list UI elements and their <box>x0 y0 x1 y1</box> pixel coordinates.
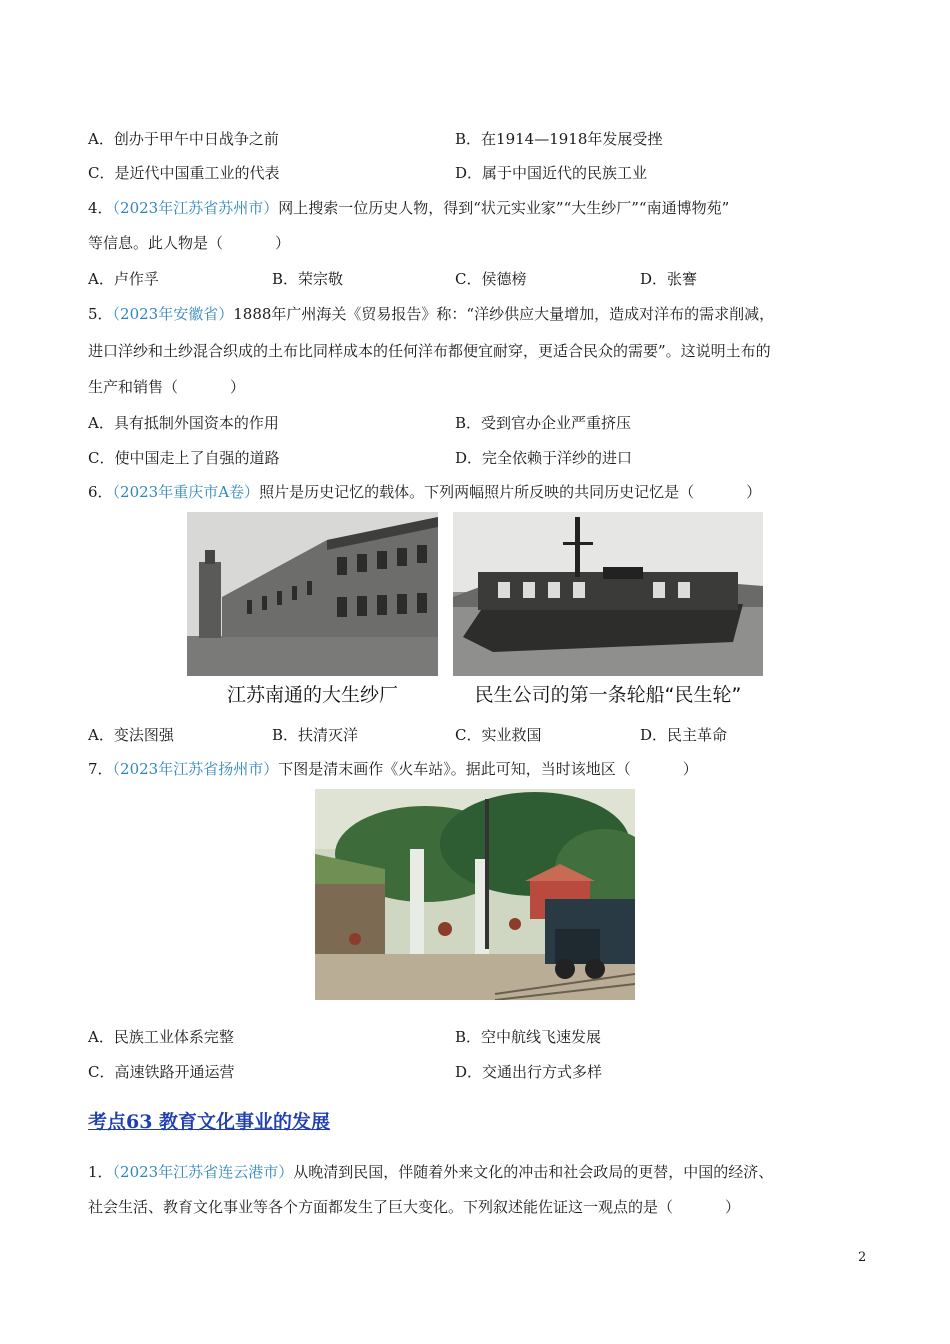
q5-number: 5． <box>88 305 113 323</box>
q3-option-c: C．是近代中国重工业的代表 <box>88 164 280 182</box>
factory-photo-image <box>187 512 438 676</box>
q5-option-b: B．受到官办企业严重挤压 <box>455 414 632 432</box>
q6-option-a: A．变法图强 <box>88 726 174 744</box>
q3-option-a: A．创办于甲午中日战争之前 <box>88 130 279 148</box>
q5-line-2: 进口洋纱和土纱混合织成的土布比同样成本的任何洋布都便宜耐穿，更适合民众的需要”。这说明土布的 <box>88 342 771 360</box>
steamship-photo-image <box>453 512 763 676</box>
q6-source: （2023年重庆市A卷） <box>112 483 260 501</box>
factory-photo <box>187 512 438 676</box>
q7-option-b: B．空中航线飞速发展 <box>455 1028 602 1046</box>
q4-option-c: C．侯德榜 <box>455 270 527 288</box>
q5-option-d: D．完全依赖于洋纱的进口 <box>455 449 633 467</box>
railway-station-painting-image <box>315 789 635 1000</box>
q3-option-b: B．在1914—1918年发展受挫 <box>455 130 663 148</box>
s2-q1-line-2: 社会生活、教育文化事业等各个方面都发生了巨大变化。下列叙述能佐证这一观点的是（ ） <box>88 1198 741 1216</box>
railway-station-painting <box>315 789 635 1000</box>
s2-q1-line-1: 1．（2023年江苏省连云港市）从晚清到民国，伴随着外来文化的冲击和社会政局的更替，中国的经济、 <box>88 1163 774 1181</box>
q6-option-d: D．民主革命 <box>640 726 728 744</box>
q4-line-1 <box>88 198 729 218</box>
q7-source: （2023年江苏省扬州市） <box>112 760 279 778</box>
q5-line-1 <box>88 304 774 324</box>
q6-option-b: B．扶清灭洋 <box>272 726 359 744</box>
q5-source: （2023年安徽省） <box>112 305 234 323</box>
q4-line-2 <box>88 233 290 253</box>
steamship-caption: 民生公司的第一条轮船“民生轮” <box>474 684 742 706</box>
q5-line-3: 生产和销售（ ） <box>88 378 246 396</box>
q7-line-1: 7．（2023年江苏省扬州市）下图是清末画作《火车站》。据此可知，当时该地区（ ） <box>88 760 698 778</box>
q4-option-a: A．卢作孚 <box>88 270 159 288</box>
q7-option-a: A．民族工业体系完整 <box>88 1028 234 1046</box>
q4-close: ） <box>275 234 291 252</box>
q4-source: （2023年江苏省苏州市） <box>112 199 279 217</box>
q4-option-b: B．荣宗敬 <box>272 270 344 288</box>
q4-number: 4． <box>88 199 113 217</box>
page-number: 2 <box>858 1250 867 1265</box>
q6-line-1: 6．（2023年重庆市A卷）照片是历史记忆的载体。下列两幅照片所反映的共同历史记忆是（ ） <box>88 483 762 501</box>
q4-text-2: 等信息。此人物是（ <box>88 234 224 252</box>
q4-text: 网上搜索一位历史人物，得到“状元实业家”“大生纱厂”“南通博物苑” <box>278 199 730 217</box>
q3-option-d: D．属于中国近代的民族工业 <box>455 164 648 182</box>
q6-option-c: C．实业救国 <box>455 726 542 744</box>
q5-option-a: A．具有抵制外国资本的作用 <box>88 414 279 432</box>
q5-text: 1888年广州海关《贸易报告》称：“洋纱供应大量增加，造成对洋布的需求削减， <box>233 305 775 323</box>
q4-option-d: D．张謇 <box>640 270 698 288</box>
steamship-photo <box>453 512 763 676</box>
q7-option-c: C．高速铁路开通运营 <box>88 1063 235 1081</box>
s2-q1-source: （2023年江苏省连云港市） <box>112 1163 294 1181</box>
q5-option-c: C．使中国走上了自强的道路 <box>88 449 280 467</box>
section-heading: 考点63 教育文化事业的发展 <box>88 1111 331 1133</box>
q7-option-d: D．交通出行方式多样 <box>455 1063 603 1081</box>
factory-caption: 江苏南通的大生纱厂 <box>226 684 398 706</box>
